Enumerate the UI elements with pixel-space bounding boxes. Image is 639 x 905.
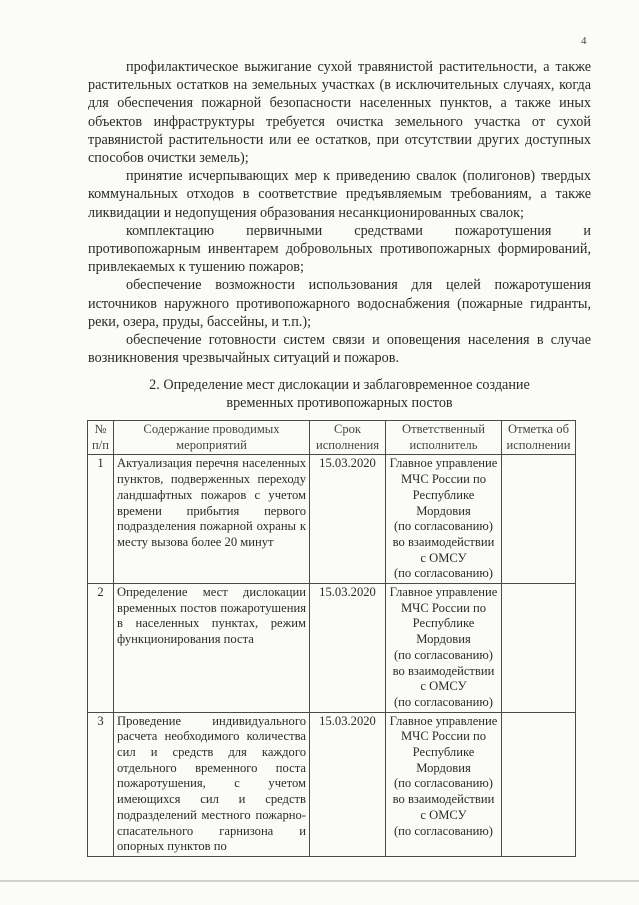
responsible-line: Республике [412, 616, 475, 631]
responsible-line: с ОМСУ [420, 679, 467, 694]
header-content: Содержание проводимых мероприятий [114, 421, 310, 455]
table-header-row [88, 421, 576, 455]
row-responsible [386, 584, 502, 713]
row-num: 1 [88, 455, 114, 584]
row-content: Проведение индивидуального расчета необходимого количества сил и средств для каждого отдельного временного поста пожаротушения, с учетом имеющихся сил и средств подразделений местного пожарно-спасательного гарнизона и опорных пунктов по [114, 712, 310, 856]
paragraph: обеспечение возможности использования для целей пожаротушения источников наружного противопожарного водоснабжения (пожарные гидранты, реки, озера, пруды, бассейны, и т.п.); [88, 277, 591, 330]
body-text [88, 58, 591, 367]
paragraph: профилактическое выжигание сухой травянистой растительности, а также растительных остатков на земельных участках (в исключительных случаях, когда для обеспечения пожарной безопасности населенных пунктов, а также иных объектов инфраструктуры требуется очистка земельного участка от сухой травянистой растительности или ее остатков, при отсутствии других доступных способов очистки земель); [88, 59, 591, 167]
row-mark [502, 584, 576, 713]
row-content: Определение мест дислокации временных постов пожаротушения в населенных пунктах, режим функционирования поста [114, 584, 310, 713]
header-deadline: Срок исполнения [310, 421, 386, 455]
row-deadline: 15.03.2020 [310, 584, 386, 713]
responsible-line: (по согласованию) [393, 647, 493, 662]
section-title-line: временных противопожарных постов [226, 395, 453, 412]
row-deadline: 15.03.2020 [310, 712, 386, 856]
responsible-line: Республике [412, 745, 475, 760]
row-num: 2 [88, 584, 114, 713]
row-responsible [386, 455, 502, 584]
table-row [88, 712, 576, 856]
page-number: 4 [581, 35, 587, 47]
responsible-line: с ОМСУ [420, 550, 467, 565]
responsible-line: МЧС России по [400, 600, 487, 615]
responsible-line: Мордовия [416, 760, 471, 775]
table-row [88, 455, 576, 584]
measures-table [87, 420, 576, 857]
row-deadline: 15.03.2020 [310, 455, 386, 584]
header-responsible: Ответственный исполнитель [386, 421, 502, 455]
responsible-line: (по согласованию) [393, 776, 493, 791]
paragraph: комплектацию первичными средствами пожаротушения и противопожарным инвентарем добровольных противопожарных формирований, привлекаемых к тушению пожаров; [88, 222, 591, 276]
responsible-line: во взаимодействии [392, 534, 495, 549]
responsible-line: Главное управление [389, 585, 498, 600]
paragraph: обеспечение готовности систем связи и оповещения населения в случае возникновения чрезвычайных ситуаций и пожаров. [88, 332, 591, 367]
header-mark: Отметка об исполнении [502, 421, 576, 455]
scan-edge-divider [0, 880, 639, 882]
responsible-line: с ОМСУ [420, 807, 467, 822]
responsible-line: (по согласованию) [393, 566, 493, 581]
responsible-line: во взаимодействии [392, 663, 495, 678]
header-num: № п/п [88, 421, 114, 455]
responsible-line: Главное управление [389, 713, 498, 728]
responsible-line: (по согласованию) [393, 694, 493, 709]
responsible-line: МЧС России по [400, 729, 487, 744]
row-mark [502, 455, 576, 584]
table-row [88, 584, 576, 713]
row-num: 3 [88, 712, 114, 856]
row-mark [502, 712, 576, 856]
paragraph: принятие исчерпывающих мер к приведению свалок (полигонов) твердых коммунальных отходов в соответствие предъявляемым требованиям, а также ликвидации и недопущения образования несанкционированных свалок; [88, 168, 591, 221]
responsible-line: (по согласованию) [393, 823, 493, 838]
section-title-line: 2. Определение мест дислокации и заблаговременное создание [149, 377, 530, 393]
responsible-line: Мордовия [416, 503, 471, 518]
responsible-line: во взаимодействии [392, 792, 495, 807]
section-title [88, 376, 591, 413]
row-responsible [386, 712, 502, 856]
responsible-line: Республике [412, 487, 475, 502]
responsible-line: МЧС России по [400, 472, 487, 487]
responsible-line: (по согласованию) [393, 519, 493, 534]
row-content: Актуализация перечня населенных пунктов, подверженных переходу ландшафтных пожаров с учетом времени прибытия первого подразделения пожарной охраны к месту вызова более 20 минут [114, 455, 310, 584]
responsible-line: Главное управление [389, 456, 498, 471]
responsible-line: Мордовия [416, 632, 471, 647]
